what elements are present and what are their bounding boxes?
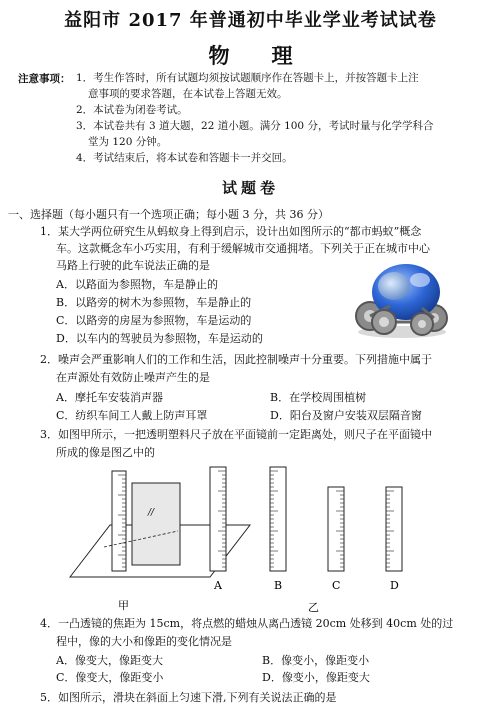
section-title: 试题卷	[221, 179, 279, 197]
q2-line: 2．噪声会严重影响人们的工作和生活，因此控制噪声十分重要。下列措施中属于	[40, 353, 432, 366]
q1-option-c: C．以路旁的房屋为参照物，车是运动的	[56, 314, 252, 327]
notice-label: 注意事项：	[18, 73, 71, 85]
q5-line: 5．如图所示，滑块在斜面上匀速下滑,下列有关说法正确的是	[40, 691, 337, 704]
q4-option-a: A．像变大，像距变大	[56, 654, 163, 667]
q1-option-b: B．以路旁的树木为参照物，车是静止的	[56, 296, 252, 309]
q1-option-d: D．以车内的驾驶员为参照物，车是运动的	[56, 332, 263, 345]
q4-option-b: B．像变小，像距变小	[262, 654, 370, 667]
q4-line: 程中，像的大小和像距的变化情况是	[56, 635, 232, 648]
part1-heading: 一、选择题（每小题只有一个选项正确；每小题 3 分，共 36 分）	[8, 208, 329, 221]
notice-line: 堂为 120 分钟。	[88, 136, 168, 148]
label-c: C	[332, 579, 341, 592]
label-a: A	[214, 579, 222, 592]
q4-option-d: D．像变小，像距变大	[262, 671, 370, 684]
mirror-mark: //	[148, 508, 155, 518]
q4-line: 4．一凸透镜的焦距为 15cm，将点燃的蜡烛从离凸透镜 20cm 处移到 40cm 处的过	[40, 617, 454, 630]
label-yi: 乙	[308, 601, 319, 614]
concept-car-figure	[350, 256, 454, 340]
notice-line: 3．本试卷共有 3 道大题，22 道小题。满分 100 分，考试时量与化学学科合	[76, 120, 434, 132]
q1-line: 车。这款概念车小巧实用，有利于缓解城市交通拥堵。下列关于正在城市中心	[56, 242, 430, 255]
q2-line: 在声源处有效防止噪声产生的是	[56, 371, 210, 384]
q3-mirror-figure	[60, 465, 440, 615]
subject-title: 物理	[208, 43, 335, 68]
ruler-c	[328, 487, 344, 571]
q1-line: 马路上行驶的此车说法正确的是	[56, 259, 210, 272]
exam-title: 益阳市 2017 年普通初中毕业学业考试试卷	[64, 10, 437, 31]
q2-option-c: C．纺织车间工人戴上防声耳罩	[56, 409, 208, 422]
label-jia: 甲	[118, 599, 129, 612]
label-d: D	[390, 579, 399, 592]
notice-line: 意事项的要求答题，在本试卷上答题无效。	[88, 88, 288, 100]
notice-line: 4．考试结束后，将本试卷和答题卡一并交回。	[76, 152, 293, 164]
q2-option-b: B．在学校周围植树	[270, 391, 367, 404]
label-b: B	[274, 579, 283, 592]
q4-option-c: C．像变大，像距变小	[56, 671, 164, 684]
q1-option-a: A．以路面为参照物，车是静止的	[56, 278, 218, 291]
ruler-a	[210, 467, 226, 571]
notice-line: 1．考生作答时，所有试题均须按试题顺序作在答题卡上，并按答题卡上注	[76, 72, 419, 84]
ruler-d	[386, 487, 402, 571]
q3-line: 所成的像是图乙中的	[56, 446, 155, 459]
notice-line: 2．本试卷为闭卷考试。	[76, 104, 188, 116]
ruler-b	[270, 467, 286, 571]
q1-line: 1．某大学两位研究生从蚂蚁身上得到启示，设计出如图所示的“都市蚂蚁”概念	[40, 225, 422, 238]
q2-option-a: A．摩托车安装消声器	[56, 391, 163, 404]
q3-line: 3．如图甲所示，一把透明塑料尺子放在平面镜前一定距离处，则尺子在平面镜中	[40, 428, 432, 441]
q2-option-d: D．阳台及窗户安装双层隔音窗	[270, 409, 422, 422]
